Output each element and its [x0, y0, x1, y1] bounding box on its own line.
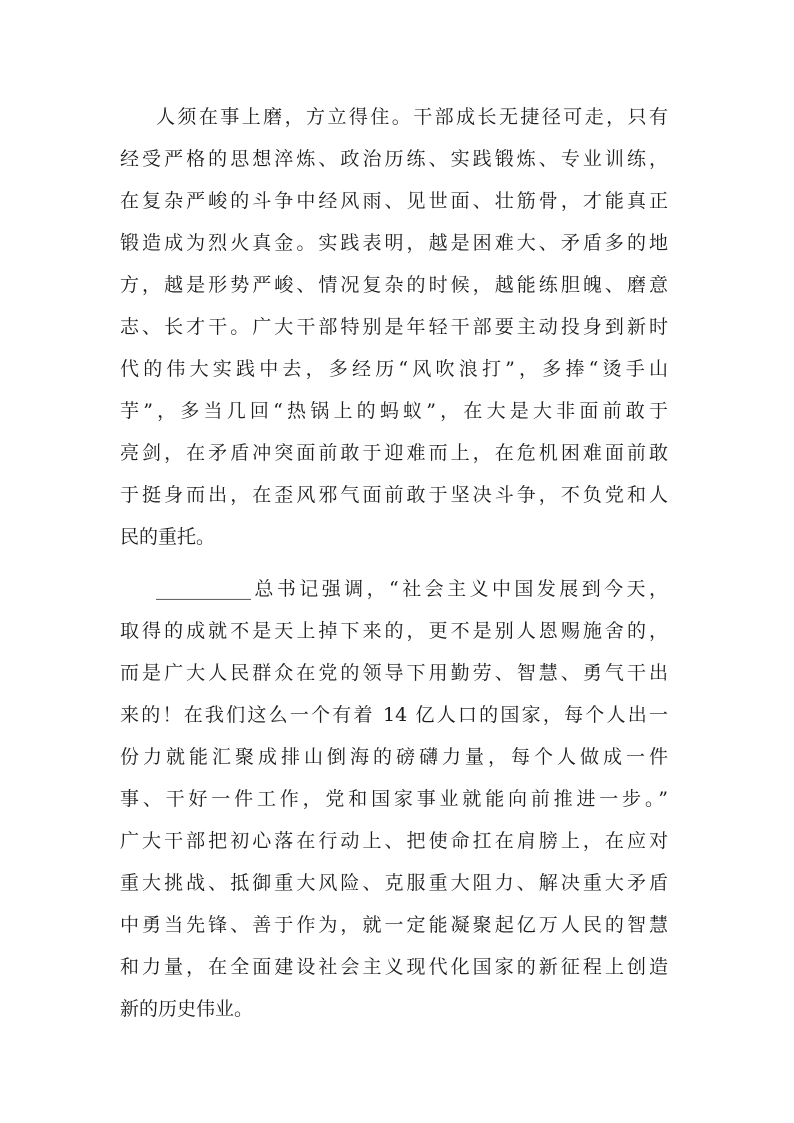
text-line: 锻造成为烈火真金。实践表明，越是困难大、矛盾多的地	[120, 232, 668, 254]
text-line: 重大挑战、抵御重大风险、克服重大阻力、解决重大矛盾	[120, 872, 668, 894]
text-line: 来的！在我们这么一个有着 14 亿人口的国家，每个人出一	[120, 704, 668, 726]
text-line: 于挺身而出，在歪风邪气面前敢于坚决斗争，不负党和人	[120, 484, 668, 506]
text-line: 份力就能汇聚成排山倒海的磅礴力量，每个人做成一件	[120, 746, 668, 768]
text-line: 方，越是形势严峻、情况复杂的时候，越能练胆魄、磨意	[120, 274, 668, 296]
text-line: 新的历史伟业。	[120, 998, 254, 1020]
text-line: 芋”，多当几回“热锅上的蚂蚁”，在大是大非面前敢于	[120, 400, 668, 422]
text-line: 中勇当先锋、善于作为，就一定能凝聚起亿万人民的智慧	[120, 914, 668, 936]
paragraph-spacer	[120, 558, 668, 568]
text-line: 经受严格的思想淬炼、政治历练、实践锻炼、专业训练，	[120, 148, 668, 170]
paragraph-1	[120, 96, 668, 558]
text-line: 广大干部把初心落在行动上、把使命扛在肩膀上，在应对	[120, 830, 668, 852]
text-line: 在复杂严峻的斗争中经风雨、见世面、壮筋骨，才能真正	[120, 190, 668, 212]
paragraph-2	[120, 568, 668, 1030]
text-line: 而是广大人民群众在党的领导下用勤劳、智慧、勇气干出	[120, 662, 668, 684]
text-line: 民的重托。	[120, 526, 216, 548]
document-body	[120, 96, 668, 1030]
text-line: 亮剑，在矛盾冲突面前敢于迎难而上，在危机困难面前敢	[120, 442, 668, 464]
text-line: 取得的成就不是天上掉下来的，更不是别人恩赐施舍的，	[120, 620, 668, 642]
text-line: 事、干好一件工作，党和国家事业就能向前推进一步。”	[120, 788, 668, 810]
text-line: 代的伟大实践中去，多经历“风吹浪打”，多捧“烫手山	[120, 358, 668, 380]
text-line: 和力量，在全面建设社会主义现代化国家的新征程上创造	[120, 956, 668, 978]
text-line: 人须在事上磨，方立得住。干部成长无捷径可走，只有	[156, 106, 668, 128]
text-line: 志、长才干。广大干部特别是年轻干部要主动投身到新时	[120, 316, 668, 338]
text-line-with-blank: __________总书记强调，“社会主义中国发展到今天，	[156, 578, 668, 600]
